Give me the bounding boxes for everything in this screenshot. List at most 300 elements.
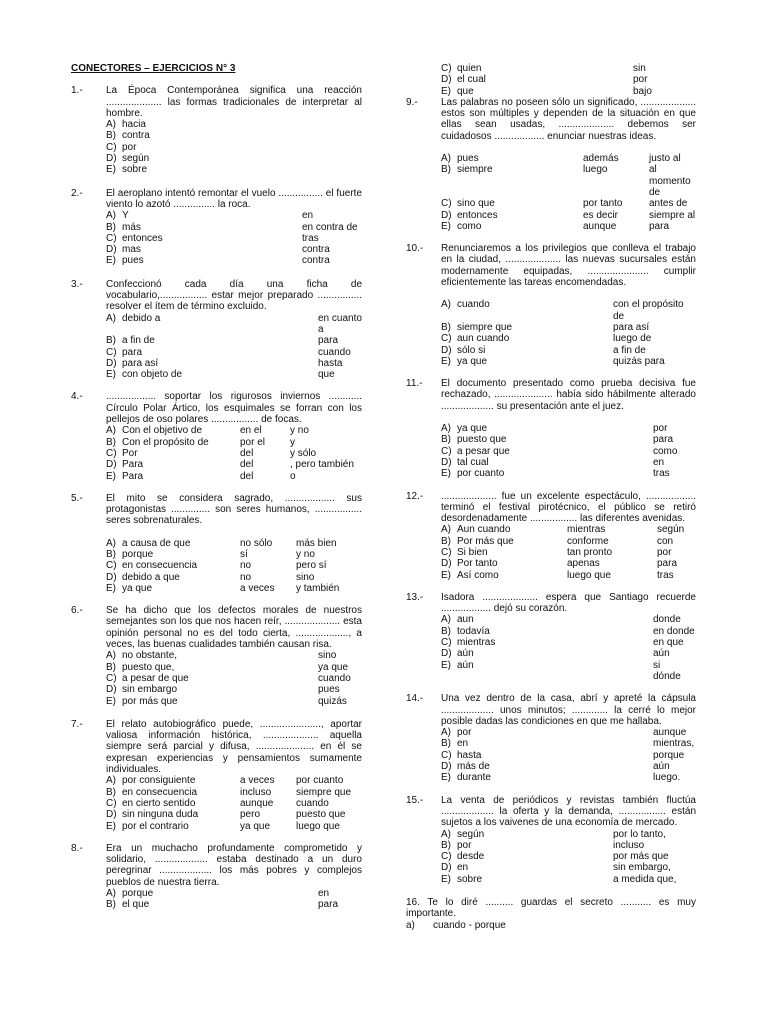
option-text: es decir bbox=[583, 209, 619, 221]
option-text: que bbox=[457, 85, 474, 97]
option-text: pero sí bbox=[296, 560, 327, 572]
option-text: en contra de bbox=[302, 221, 358, 233]
option-text: luego de bbox=[613, 333, 652, 345]
option-text: sobre bbox=[122, 164, 148, 176]
option-row bbox=[441, 660, 696, 671]
option-row bbox=[441, 671, 696, 682]
question-text: Se ha dicho que los defectos morales de nuestros semejantes son los que nos hacen reír, .................... esta opinión personal no es del todo cierta, ..................., a veces, las buenas cualidades también causan risa. bbox=[106, 605, 362, 651]
option-letter: E) bbox=[106, 695, 116, 707]
option-text: porque bbox=[653, 749, 685, 761]
option-row bbox=[106, 255, 362, 266]
option-text: por bbox=[657, 546, 672, 558]
option-text: por cuanto bbox=[457, 468, 505, 480]
option-text: Por tanto bbox=[457, 558, 498, 570]
option-row bbox=[106, 775, 362, 786]
option-row bbox=[106, 210, 362, 221]
question-16-text: Te lo diré .......... guardas el secreto ........... es muy importante. bbox=[406, 897, 696, 920]
option-letter: A) bbox=[106, 537, 116, 549]
option-text: para bbox=[122, 346, 143, 358]
option-letter: A) bbox=[441, 614, 451, 626]
option-letter: A) bbox=[441, 828, 451, 840]
option-text: a medida que, bbox=[613, 873, 677, 885]
option-text: más bien bbox=[296, 537, 337, 549]
question-number: 7.- bbox=[71, 718, 83, 730]
option-text: quien bbox=[457, 63, 482, 74]
option-row bbox=[441, 738, 696, 749]
option-text: para bbox=[318, 899, 339, 911]
option-row bbox=[441, 874, 696, 885]
option-letter: E) bbox=[441, 659, 451, 671]
option-text: a pesar de que bbox=[122, 672, 189, 684]
option-text: Si bien bbox=[457, 546, 488, 558]
option-text: tan pronto bbox=[567, 546, 613, 558]
option-row bbox=[441, 840, 696, 851]
option-text: en bbox=[318, 888, 330, 899]
option-letter: E) bbox=[441, 468, 451, 480]
option-a-text: cuando - porque bbox=[433, 919, 506, 931]
option-text: del bbox=[240, 459, 254, 471]
option-row bbox=[106, 650, 362, 661]
option-text: por el bbox=[240, 436, 266, 448]
option-text: sin embargo, bbox=[613, 862, 671, 874]
question-13 bbox=[406, 592, 696, 682]
option-text: no obstante, bbox=[122, 650, 178, 662]
option-text: todavía bbox=[457, 625, 490, 637]
option-letter: D) bbox=[106, 244, 117, 256]
option-row bbox=[106, 809, 362, 820]
option-text: aun bbox=[457, 614, 474, 626]
question-number: 9.- bbox=[406, 96, 418, 108]
question-number: 6.- bbox=[71, 605, 83, 617]
option-letter: D) bbox=[106, 809, 117, 821]
option-text: y bbox=[290, 436, 295, 448]
option-letter: D) bbox=[441, 648, 452, 660]
option-text: del bbox=[240, 447, 254, 459]
option-text: luego. bbox=[653, 772, 681, 784]
option-text: por consiguiente bbox=[122, 775, 196, 787]
option-letter: D) bbox=[441, 456, 452, 468]
option-row bbox=[106, 130, 362, 141]
question-text: La Época Contemporánea significa una reacción .................... las formas tradicionales de interpretar al hombre. bbox=[106, 85, 362, 119]
option-letter: C) bbox=[441, 546, 452, 558]
option-letter: E) bbox=[441, 355, 451, 367]
option-row bbox=[106, 684, 362, 695]
option-text: contra bbox=[302, 244, 330, 256]
option-letter: E) bbox=[441, 220, 451, 232]
option-row bbox=[106, 153, 362, 164]
question-text: .................... fue un excelente espectáculo, .................. terminó el festival pirotécnico, el público se retiró desordenadamente ................. las diferentes avenidas. bbox=[441, 490, 696, 525]
option-letter: C) bbox=[441, 445, 452, 457]
option-text: el que bbox=[122, 899, 150, 911]
option-text: sino que bbox=[457, 198, 495, 210]
option-text: tras bbox=[302, 232, 319, 244]
question-body bbox=[106, 188, 362, 267]
question-number: 13.- bbox=[406, 591, 424, 603]
option-text: mas bbox=[122, 244, 141, 256]
question-text: Las palabras no poseen sólo un significado, .................... estos son múltiples y dependen de la situación en que ellas sean usadas, .................... debemos ser cuidadosos .................. enunciar nuestras ideas. bbox=[441, 96, 696, 142]
option-text: sino bbox=[296, 571, 315, 583]
option-text: Así como bbox=[457, 569, 499, 581]
left-column bbox=[71, 63, 362, 911]
option-text: cuando bbox=[457, 299, 490, 311]
option-text: para así bbox=[613, 321, 650, 333]
option-text: Con el objetivo de bbox=[122, 425, 203, 437]
option-row bbox=[441, 648, 696, 659]
option-text: Y bbox=[122, 210, 129, 222]
option-row bbox=[441, 772, 696, 783]
option-row bbox=[441, 457, 696, 468]
option-row bbox=[441, 626, 696, 637]
question-10 bbox=[406, 243, 696, 367]
option-text: pues bbox=[457, 153, 479, 165]
question-text: La venta de periódicos y revistas también fluctúa ................... la oferta y la demanda, ................. están sujetos a los vaivenes de una economía de mercado. bbox=[441, 794, 696, 829]
option-text: a fin de bbox=[122, 335, 155, 347]
option-text: a fin de bbox=[613, 344, 646, 356]
option-row bbox=[441, 221, 696, 232]
option-text: debido a que bbox=[122, 571, 180, 583]
question-text: .................. soportar los rigurosos inviernos ............ Círculo Polar Ártico, los esquimales se forran con los pellejos de oso polares ................. de focas. bbox=[106, 391, 362, 426]
option-text: contra bbox=[302, 255, 330, 267]
option-letter: A) bbox=[441, 299, 451, 311]
option-text: del bbox=[240, 470, 254, 482]
option-letter: E) bbox=[106, 820, 116, 832]
option-text: aún bbox=[457, 648, 474, 660]
option-text: para así bbox=[122, 357, 159, 369]
option-row bbox=[106, 560, 362, 571]
option-text: porque bbox=[122, 548, 154, 560]
option-text: cuando bbox=[318, 346, 351, 358]
option-row bbox=[441, 637, 696, 648]
option-text: según bbox=[122, 153, 150, 165]
option-text: además bbox=[583, 153, 619, 165]
option-text: en bbox=[302, 210, 314, 222]
question-body bbox=[441, 693, 696, 783]
option-row bbox=[106, 233, 362, 244]
option-text: siempre que bbox=[296, 786, 352, 798]
question-body bbox=[106, 605, 362, 707]
option-text: y no bbox=[296, 548, 315, 560]
option-letter: D) bbox=[106, 684, 117, 696]
q8-continued-options bbox=[441, 63, 696, 97]
option-letter: E) bbox=[441, 85, 451, 97]
option-text: conforme bbox=[567, 535, 609, 547]
question-body bbox=[106, 391, 362, 481]
option-text: a veces bbox=[240, 582, 275, 594]
option-letter: A) bbox=[441, 524, 451, 536]
option-text: el cual bbox=[457, 74, 486, 86]
question-number: 2.- bbox=[71, 187, 83, 199]
option-row bbox=[441, 153, 696, 164]
option-letter: B) bbox=[106, 335, 116, 347]
option-text: ya que bbox=[457, 423, 488, 435]
option-letter: E) bbox=[106, 255, 116, 267]
option-text bbox=[457, 671, 653, 682]
option-text: en bbox=[457, 738, 469, 750]
option-text: Para bbox=[122, 459, 144, 471]
option-letter bbox=[441, 671, 457, 682]
option-text: no bbox=[240, 560, 252, 572]
option-row bbox=[106, 696, 362, 707]
option-row bbox=[441, 558, 696, 569]
option-text: bajo bbox=[633, 85, 652, 97]
option-letter: C) bbox=[106, 797, 117, 809]
option-text: Para bbox=[122, 470, 144, 482]
option-text: a pesar que bbox=[457, 445, 510, 457]
option-row bbox=[106, 572, 362, 583]
question-text: El aeroplano intentó remontar el vuelo ................ el fuerte viento lo azotó ............... la roca. bbox=[106, 187, 362, 210]
option-row bbox=[441, 86, 696, 97]
option-text: cuando bbox=[296, 797, 329, 809]
question-number: 3.- bbox=[71, 278, 83, 290]
option-text: aunque bbox=[240, 797, 274, 809]
option-text: cuando bbox=[318, 672, 351, 684]
option-row bbox=[106, 583, 362, 594]
option-text: por el contrario bbox=[122, 820, 189, 832]
option-row bbox=[441, 761, 696, 772]
option-letter: A) bbox=[441, 423, 451, 435]
question-9 bbox=[406, 97, 696, 232]
option-text: durante bbox=[457, 772, 491, 784]
option-text: aún bbox=[653, 648, 670, 660]
option-text: dónde bbox=[653, 670, 681, 682]
option-text: antes de bbox=[649, 198, 688, 210]
option-text: debido a bbox=[122, 312, 161, 324]
option-row bbox=[106, 459, 362, 470]
option-text: contra bbox=[122, 130, 150, 142]
option-text: en cierto sentido bbox=[122, 797, 196, 809]
option-row bbox=[106, 222, 362, 233]
option-row bbox=[106, 471, 362, 482]
option-text: para bbox=[649, 220, 670, 232]
option-text: sin embargo bbox=[122, 684, 178, 696]
option-row bbox=[106, 142, 362, 153]
option-text: aunque bbox=[653, 727, 687, 739]
option-text: y también bbox=[296, 582, 340, 594]
option-text: sí bbox=[240, 548, 248, 560]
option-row bbox=[441, 299, 696, 322]
option-text: por bbox=[633, 74, 648, 86]
option-text: mientras bbox=[457, 637, 496, 649]
option-letter: A) bbox=[106, 650, 116, 662]
option-row bbox=[106, 549, 362, 560]
option-row bbox=[441, 829, 696, 840]
option-a: a) bbox=[406, 919, 415, 931]
option-letter: A) bbox=[441, 727, 451, 739]
option-letter: C) bbox=[106, 141, 117, 153]
option-text: en bbox=[457, 862, 469, 874]
option-letter: E) bbox=[106, 470, 116, 482]
option-text: incluso bbox=[613, 839, 645, 851]
question-3 bbox=[71, 279, 362, 381]
option-text: ya que bbox=[457, 355, 488, 367]
option-letter: C) bbox=[441, 333, 452, 345]
question-number: 8.- bbox=[71, 842, 83, 854]
question-number: 4.- bbox=[71, 391, 83, 403]
option-text: sin ninguna duda bbox=[122, 809, 199, 821]
option-text: si bbox=[653, 659, 661, 671]
option-row bbox=[441, 614, 696, 625]
question-5 bbox=[71, 493, 362, 594]
option-letter: B) bbox=[106, 130, 116, 142]
question-number: 15.- bbox=[406, 794, 424, 806]
option-row bbox=[106, 358, 362, 369]
question-text: El relato autobiográfico puede, ......................, aportar valiosa información histórica, .................... aquella siempre será parcial y difusa, ..................... en él se expresan experiencias y pensamientos sumamente individuales. bbox=[106, 718, 362, 776]
option-text: justo al bbox=[649, 153, 681, 165]
option-letter: D) bbox=[441, 209, 452, 221]
option-text: Aun cuando bbox=[457, 524, 511, 536]
option-row bbox=[441, 356, 696, 367]
option-letter: E) bbox=[106, 369, 116, 381]
question-6 bbox=[71, 605, 362, 707]
option-text: mientras, bbox=[653, 738, 695, 750]
option-text: en bbox=[653, 456, 665, 468]
option-text: apenas bbox=[567, 558, 600, 570]
option-letter: A) bbox=[106, 888, 116, 899]
option-letter: D) bbox=[106, 357, 117, 369]
option-letter: A) bbox=[106, 425, 116, 437]
option-text: aunque bbox=[583, 220, 617, 232]
option-text: aún bbox=[653, 761, 670, 773]
option-text: para bbox=[657, 558, 678, 570]
question-4 bbox=[71, 391, 362, 481]
question-body bbox=[441, 97, 696, 232]
option-text: quizás bbox=[318, 695, 347, 707]
option-letter: A) bbox=[106, 312, 116, 324]
option-letter: B) bbox=[106, 436, 116, 448]
option-row bbox=[441, 851, 696, 862]
option-text: porque bbox=[122, 888, 154, 899]
option-text: en consecuencia bbox=[122, 560, 198, 572]
option-row bbox=[441, 434, 696, 445]
option-letter: B) bbox=[441, 321, 451, 333]
option-letter: C) bbox=[106, 232, 117, 244]
option-row bbox=[106, 313, 362, 336]
option-text: aun cuando bbox=[457, 333, 510, 345]
option-text: tal cual bbox=[457, 456, 489, 468]
option-row bbox=[106, 821, 362, 832]
option-letter: C) bbox=[106, 447, 117, 459]
question-body bbox=[441, 378, 696, 479]
option-letter: E) bbox=[441, 873, 451, 885]
option-text: o bbox=[290, 470, 296, 482]
option-row bbox=[441, 536, 696, 547]
option-letter: C) bbox=[441, 637, 452, 649]
option-text: a veces bbox=[240, 775, 275, 787]
option-letter: C) bbox=[106, 560, 117, 572]
question-11 bbox=[406, 378, 696, 479]
option-row bbox=[441, 524, 696, 535]
option-text: y no bbox=[290, 425, 309, 437]
option-text: hasta bbox=[318, 357, 343, 369]
option-row bbox=[441, 74, 696, 85]
option-text: sino bbox=[318, 650, 337, 662]
option-text: , pero también bbox=[290, 459, 354, 471]
option-row bbox=[441, 210, 696, 221]
option-text: entonces bbox=[457, 209, 498, 221]
question-number: 10.- bbox=[406, 243, 424, 255]
option-row bbox=[106, 538, 362, 549]
option-text: por bbox=[457, 839, 472, 851]
question-text: Una vez dentro de la casa, abrí y apreté la cápsula ................... unos minutos; ............. la cerré lo mejor posible dadas las condiciones en que me hallaba. bbox=[441, 693, 696, 727]
option-text: por tanto bbox=[583, 198, 623, 210]
option-letter: B) bbox=[441, 535, 451, 547]
option-text: por lo tanto, bbox=[613, 828, 666, 840]
option-text: en cuanto a bbox=[318, 312, 362, 335]
question-2 bbox=[71, 188, 362, 267]
option-text: por cuanto bbox=[296, 775, 344, 787]
option-row bbox=[106, 798, 362, 809]
option-row bbox=[106, 369, 362, 380]
option-text: aún bbox=[457, 659, 474, 671]
option-row bbox=[106, 437, 362, 448]
option-letter: E) bbox=[106, 582, 116, 594]
option-row bbox=[441, 333, 696, 344]
option-text: más bbox=[122, 221, 141, 233]
option-text: puesto que bbox=[296, 809, 346, 821]
option-letter: C) bbox=[441, 851, 452, 863]
option-text: según bbox=[657, 524, 685, 536]
option-letter: B) bbox=[106, 661, 116, 673]
option-letter: D) bbox=[106, 153, 117, 165]
option-text: hasta bbox=[457, 749, 482, 761]
option-row bbox=[106, 164, 362, 175]
question-8 bbox=[71, 843, 362, 911]
page-title: CONECTORES – EJERCICIOS N° 3 bbox=[71, 63, 236, 74]
question-number: 1.- bbox=[71, 85, 83, 97]
option-text: tras bbox=[653, 468, 670, 480]
option-row bbox=[106, 448, 362, 459]
option-text: tras bbox=[657, 569, 674, 581]
option-letter: B) bbox=[441, 738, 451, 750]
option-letter: A) bbox=[106, 775, 116, 787]
option-text: hacia bbox=[122, 119, 146, 131]
option-text: siempre que bbox=[457, 321, 513, 333]
option-letter: C) bbox=[106, 672, 117, 684]
question-15 bbox=[406, 795, 696, 885]
option-text: siempre bbox=[457, 164, 493, 176]
option-letter: C) bbox=[106, 346, 117, 358]
option-row bbox=[106, 888, 362, 899]
option-letter: B) bbox=[441, 839, 451, 851]
option-letter: B) bbox=[106, 548, 116, 560]
option-text: como bbox=[457, 220, 482, 232]
option-text: desde bbox=[457, 851, 485, 863]
question-1 bbox=[71, 85, 362, 175]
question-text: El documento presentado como prueba decisiva fue rechazado, ..................... había sido hábilmente alterado ................... su presentación ante el juez. bbox=[441, 378, 696, 412]
question-number: 11.- bbox=[406, 378, 423, 390]
question-text: Era un muchacho profundamente comprometido y solidario, ................... estaba destinado a un duro peregrinar ................... los más pobres y complejos pueblos de nuestra tierra. bbox=[106, 842, 362, 888]
option-text: mientras bbox=[567, 524, 606, 536]
option-row bbox=[441, 198, 696, 209]
question-body bbox=[441, 795, 696, 885]
option-text: por más que bbox=[613, 851, 669, 863]
option-row bbox=[441, 750, 696, 761]
option-text: ya que bbox=[240, 820, 271, 832]
option-row bbox=[106, 425, 362, 436]
option-text: con objeto de bbox=[122, 369, 183, 381]
option-text: a causa de que bbox=[122, 537, 191, 549]
option-text: con bbox=[657, 535, 674, 547]
option-row bbox=[106, 244, 362, 255]
question-text: Confeccionó cada día una ficha de vocabulario,................. estar mejor preparado ................ resolver el ítem de término excluido. bbox=[106, 278, 362, 313]
option-text: entonces bbox=[122, 232, 163, 244]
option-text: pues bbox=[122, 255, 144, 267]
option-row bbox=[106, 347, 362, 358]
right-column bbox=[406, 63, 696, 931]
option-letter: D) bbox=[106, 459, 117, 471]
question-body bbox=[441, 491, 696, 581]
option-letter: B) bbox=[441, 164, 451, 176]
